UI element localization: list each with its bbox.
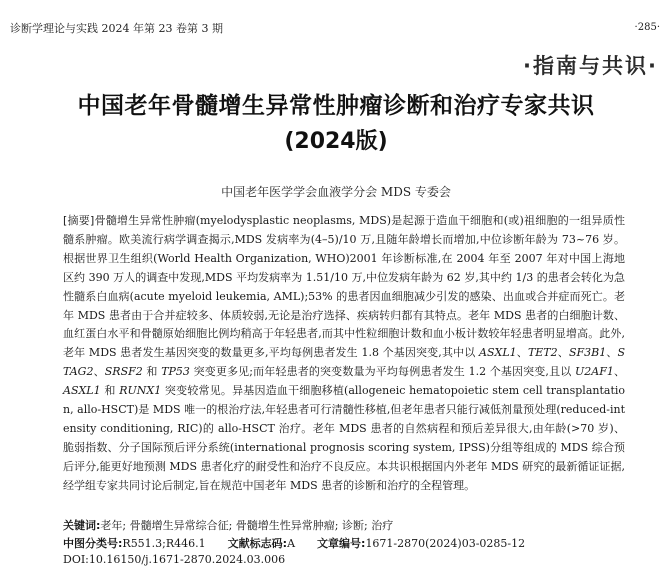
abstract-text: 突变较常见。异基因造血干细胞移植(allogeneic hematopoietic stem cell transplantation, allo-HSCT)是 MDS 唯一的根治疗法,年轻患者可行清髓性移植,但老年患者只能行减低剂量预处理(reduced-intensity conditioning, RIC)的 allo-HSCT 治疗。老年 MDS 患者的自然病程和预后差异很大,由年龄(>70 岁)、脆弱指数、分子国际预后评分系统(international prognosis scoring system, IPSS)分组等组成的 MDS 综合预后评分,能更好地预测 MDS 患者化疗的耐受性和治疗不良反应。本共识根据国内外老年 MDS 研究的最新循证证据,经学组专家共同讨论后制定,旨在规范中国老年 MDS 患者的诊断和治疗的全程管理。 xyxy=(63,384,626,492)
gene-name: ASXL1 xyxy=(479,346,517,360)
gene-name: U2AF1 xyxy=(575,365,614,379)
gene-name: TP53 xyxy=(161,365,190,379)
abstract-text: 突变更多见;而年轻患者的突变数量为平均每例患者发生 1.2 个基因突变,且以 xyxy=(189,365,576,379)
section-label: ·指南与共识· xyxy=(523,54,658,78)
keywords-value: 老年; 骨髓增生异常综合征; 骨髓增生性异常肿瘤; 诊断; 治疗 xyxy=(100,519,394,532)
separator: 和 xyxy=(100,384,120,398)
running-head: 诊断学理论与实践 2024 年第 23 卷第 3 期 xyxy=(10,22,223,35)
title-line-2: (2024版) xyxy=(284,129,388,154)
article-number-label: 文章编号: xyxy=(317,537,366,550)
separator: 、 xyxy=(516,346,528,360)
gene-name: ASXL1 xyxy=(63,384,101,398)
clc-label: 中图分类号: xyxy=(63,537,123,550)
classification-line xyxy=(63,535,625,551)
page-number: ·285· xyxy=(634,22,660,33)
gene-name: RUNX1 xyxy=(119,384,162,398)
doc-code-value: A xyxy=(287,537,296,550)
gene-name: SRSF2 xyxy=(104,365,143,379)
separator: 、 xyxy=(613,365,626,379)
doc-code-label: 文献标志码: xyxy=(227,537,288,550)
separator: 、 xyxy=(606,346,618,360)
abstract-text: 骨髓增生异常性肿瘤(myelodysplastic neoplasms, MDS)是起源于造血干细胞和(或)祖细胞的一组异质性髓系肿瘤。欧美流行病学调查揭示,MDS 发病率为(4–5)/10 万,且随年龄增长而增加,中位诊断年龄为 73~76 岁。根据世界卫生组织(World Health Organization, WHO)2001 年诊断标准,在 2004 年至 2007 年对中国上海地区约 390 万人的调查中发现,MDS 平均发病率为 1.51/10 万,中位发病年龄为 62 岁,其中约 1/3 的患者会转化为急性髓系白血病(acute myeloid leukemia, AML);53% 的患者因血细胞减少引发的感染、出血或合并症而死亡。老年 MDS 患者由于合并症较多、体质较弱,无论是治疗选择、疾病转归都有其特点。老年 MDS 患者的白细胞计数、血红蛋白水平和骨髓原始细胞比例均稍高于年轻患者,而其中性粒细胞计数和血小板计数较年轻患者明显增高。此外,老年 MDS 患者发生基因突变的数量更多,平均每例患者发生 1.8 个基因突变,其中以 xyxy=(63,214,625,360)
doi-line: DOI:10.16150/j.1671-2870.2024.03.006 xyxy=(63,553,286,566)
title-line-1: 中国老年骨髓增生异常性肿瘤诊断和治疗专家共识 xyxy=(77,93,595,119)
keywords-label: 关键词: xyxy=(63,519,101,532)
clc-value: R551.3;R446.1 xyxy=(122,537,206,550)
article-number-value: 1671-2870(2024)03-0285-12 xyxy=(365,537,526,550)
gene-name: STAG2 xyxy=(63,346,626,379)
title-block xyxy=(0,91,672,157)
keywords-line xyxy=(63,517,625,533)
authors: 中国老年医学学会血液学分会 MDS 专委会 xyxy=(221,185,451,199)
separator: 、 xyxy=(557,346,569,360)
gene-name: SF3B1 xyxy=(568,346,607,360)
separator: 、 xyxy=(93,365,105,379)
separator: 和 xyxy=(142,365,162,379)
gene-name: TET2 xyxy=(527,346,558,360)
abstract xyxy=(63,212,625,496)
abstract-label: [摘要] xyxy=(63,214,95,227)
